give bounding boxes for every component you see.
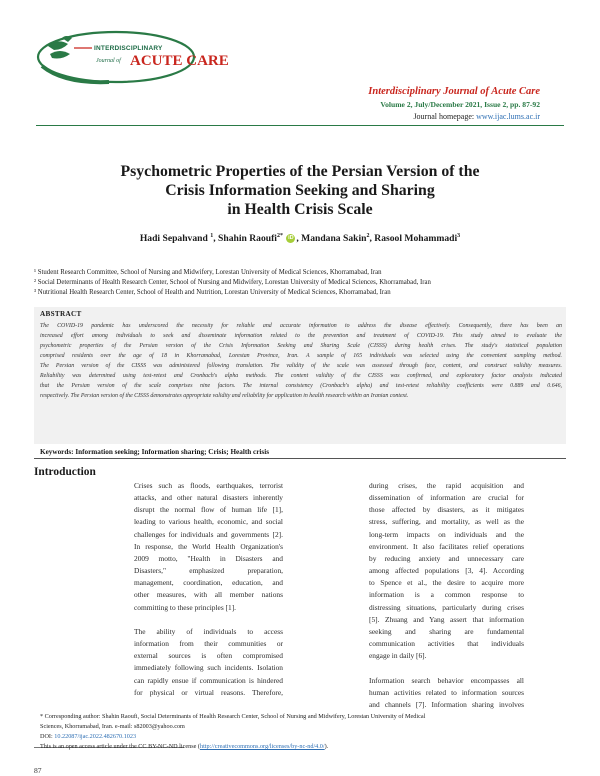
- author-sup: 2: [366, 233, 370, 239]
- author-name: Rasool Mohammadi: [374, 233, 458, 245]
- abstract-line: increased effort among individuals to seek and disseminate information related to the prevention and treatment of COVID-19. This study aimed to evaluate the: [40, 333, 562, 339]
- license-link[interactable]: http://creativecommons.org/licenses/by-nc-nd/4.0/: [199, 743, 325, 750]
- homepage-link[interactable]: www.ijac.lums.ac.ir: [476, 112, 540, 121]
- affiliation: ² Social Determinants of Health Research Center, School of Nursing and Midwifery, Lorestan University of Medical Sciences, Khorramabad, Iran: [34, 279, 431, 286]
- author-name: Mandana Sakin: [301, 233, 367, 245]
- logo-text-main: ACUTE CARE: [130, 53, 229, 69]
- abstract-heading: ABSTRACT: [40, 310, 82, 318]
- body-line: to Spence et al., the desire to acquire more: [369, 578, 524, 588]
- page-number: 87: [34, 766, 42, 775]
- body-line: Disasters," emphasized preparation,: [134, 566, 283, 576]
- body-line: dissemination of information are crucial for: [369, 493, 524, 503]
- paragraph-gap: [369, 662, 524, 674]
- body-line: among affected populations [3, 4]. According: [369, 566, 524, 576]
- body-line: Crises such as floods, earthquakes, terrorist: [134, 481, 283, 490]
- body-line: and channels [7]. Information sharing involves: [369, 699, 524, 709]
- logo-text-journal: Journal of: [96, 58, 121, 64]
- paragraph-gap: [134, 614, 283, 626]
- journal-homepage: [413, 112, 540, 121]
- body-line: seeking and sharing are fundamental: [369, 626, 524, 636]
- logo-text-top: INTERDISCIPLINARY: [94, 45, 163, 52]
- body-line: attacks, and other natural disasters inherently: [134, 493, 283, 503]
- body-line: leading to various health, economic, and social: [134, 517, 283, 527]
- body-line: during crises, the rapid acquisition and: [369, 481, 524, 490]
- journal-volume: Volume 2, July/December 2021, Issue 2, pp. 87-92: [380, 100, 540, 109]
- title-line: in Health Crisis Scale: [227, 201, 373, 218]
- abstract-line: The Persian version of the CISSS was administered following translation. The validity of the scale was assessed through face, content, and construct validity measures.: [40, 363, 562, 369]
- body-line: disrupt the normal flow of human life [1],: [134, 505, 283, 515]
- body-line: management, coordination, education, and: [134, 578, 283, 588]
- title-line: Crisis Information Seeking and Sharing: [165, 182, 435, 199]
- abstract-line: respectively. The Persian version of the CISSS demonstrates appropriate validity and reliability for application in health research within an Iranian context.: [40, 393, 409, 399]
- abstract-line: comprised residents over the age of 18 in Khorramabad, Lorestan Province, Iran. A sample of 165 individuals was selected using the convenient sampling method.: [40, 353, 562, 359]
- title-line: Psychometric Properties of the Persian Version of the: [120, 163, 480, 180]
- journal-logo: [34, 26, 244, 88]
- body-line: environment. It also facilitates relief operations: [369, 541, 524, 551]
- author-name: Shahin Raoufi: [218, 233, 277, 245]
- doi-line: [40, 732, 560, 742]
- body-line: by reducing anxiety and unnecessary care: [369, 553, 524, 563]
- body-line: 2009 motto, "Health in Disasters and: [134, 553, 283, 563]
- keywords-rule: [34, 458, 566, 459]
- author-sup: 1: [210, 233, 214, 239]
- license-end: ).: [324, 743, 329, 750]
- body-line: human activities related to information sources: [369, 687, 524, 697]
- body-line: other measures, with all member nations: [134, 590, 283, 600]
- body-line: The ability of individuals to access: [134, 626, 283, 636]
- license-text: This is an open access article under the CC BY-NC-ND license (: [40, 743, 200, 750]
- right-column: [369, 480, 524, 711]
- body-line: stress, suffering, and mortality, as well as the: [369, 517, 524, 527]
- abstract-text: [40, 321, 562, 401]
- body-line: committing to these principles [1].: [134, 602, 237, 612]
- body-line: immediately following such incidents. Isolation: [134, 663, 283, 673]
- abstract-line: Reliability was determined using test-retest and Cronbach's alpha methods. The content validity of the CISSS was confirmed, and exploratory factor analysis indicated: [40, 373, 562, 379]
- footnotes: [40, 712, 560, 752]
- affiliation: ³ Nutritional Health Research Center, School of Health and Nutrition, Lorestan University of Medical Sciences, Khorramabad, Iran: [34, 289, 391, 296]
- doi-link[interactable]: 10.22087/ijac.2022.482670.1023: [54, 733, 137, 740]
- corresponding-author: * Corresponding author: Shahin Raoufi, Social Determinants of Health Research Center, School of Nursing and Midwifery, Lorestan University of Medical: [40, 713, 426, 720]
- affiliation: ¹ Student Research Committee, School of Nursing and Midwifery, Lorestan University of Medical Sciences, Khorramabad, Iran: [34, 269, 382, 276]
- body-line: In response, the World Health Organization's: [134, 541, 283, 551]
- body-line: distressing situations, particularly during crises: [369, 602, 524, 612]
- body-line: long-term impacts on individuals and the: [369, 529, 524, 539]
- body-line: challenges for individuals and governments [2].: [134, 529, 283, 539]
- article-title: [40, 162, 560, 219]
- orcid-icon[interactable]: iD: [288, 235, 294, 242]
- body-line: those affected by disasters, as it mitigates: [369, 505, 524, 515]
- left-column: [134, 480, 283, 699]
- body-line: engage in daily [6].: [369, 651, 427, 661]
- body-line: communication activities that individuals: [369, 639, 524, 649]
- body-line: [5]. Zhuang and Yang assert that information: [369, 614, 524, 624]
- author-list: Hadi Sepahvand $^1$, Shahin Raoufi$^{2*}$ iD , Mandana Sakin$^2$, Rasool Mohammadi$^3$: [139, 233, 461, 245]
- journal-title: Interdisciplinary Journal of Acute Care: [368, 86, 540, 97]
- body-line: information is a common response to: [369, 590, 524, 600]
- author-sup: 2*: [276, 233, 283, 239]
- body-line: Information search behavior encompasses all: [369, 675, 524, 685]
- abstract-line: The COVID-19 pandemic has underscored the necessity for reliable and accurate information to address the disease effectively. Consequently, there has been an: [40, 323, 562, 329]
- body-line: external sources is often compromised: [134, 651, 283, 661]
- intro-heading: Introduction: [34, 466, 96, 478]
- license-line: [40, 742, 560, 752]
- author-sup: 3: [457, 233, 461, 239]
- doi-label: DOI:: [40, 733, 53, 740]
- abstract-line: that the Persian version of the scale comprises nine factors. The internal consistency (Cronbach's alpha) and test-retest reliability coefficients were 0.889 and 0.646,: [40, 383, 562, 389]
- body-line: can rapidly ensue if communication is hindered: [134, 675, 283, 685]
- keywords: Keywords: Information seeking; Information sharing; Crisis; Health crisis: [40, 448, 269, 456]
- homepage-label: Journal homepage:: [413, 112, 475, 121]
- body-line: information from their communities or: [134, 639, 283, 649]
- header-rule: [36, 125, 564, 126]
- body-line: for physical or virtual reasons. Therefore,: [134, 687, 283, 697]
- corresponding-author-cont: Sciences, Khorramabad, Iran. e-mail: s82003@yahoo.com: [40, 723, 185, 730]
- author-name: Hadi Sepahvand: [139, 233, 208, 245]
- abstract-line: psychometric properties of the Persian version of the Crisis Information Seeking and Sharing Scale (CISSS) during health crises. The study's statistical population: [40, 343, 562, 349]
